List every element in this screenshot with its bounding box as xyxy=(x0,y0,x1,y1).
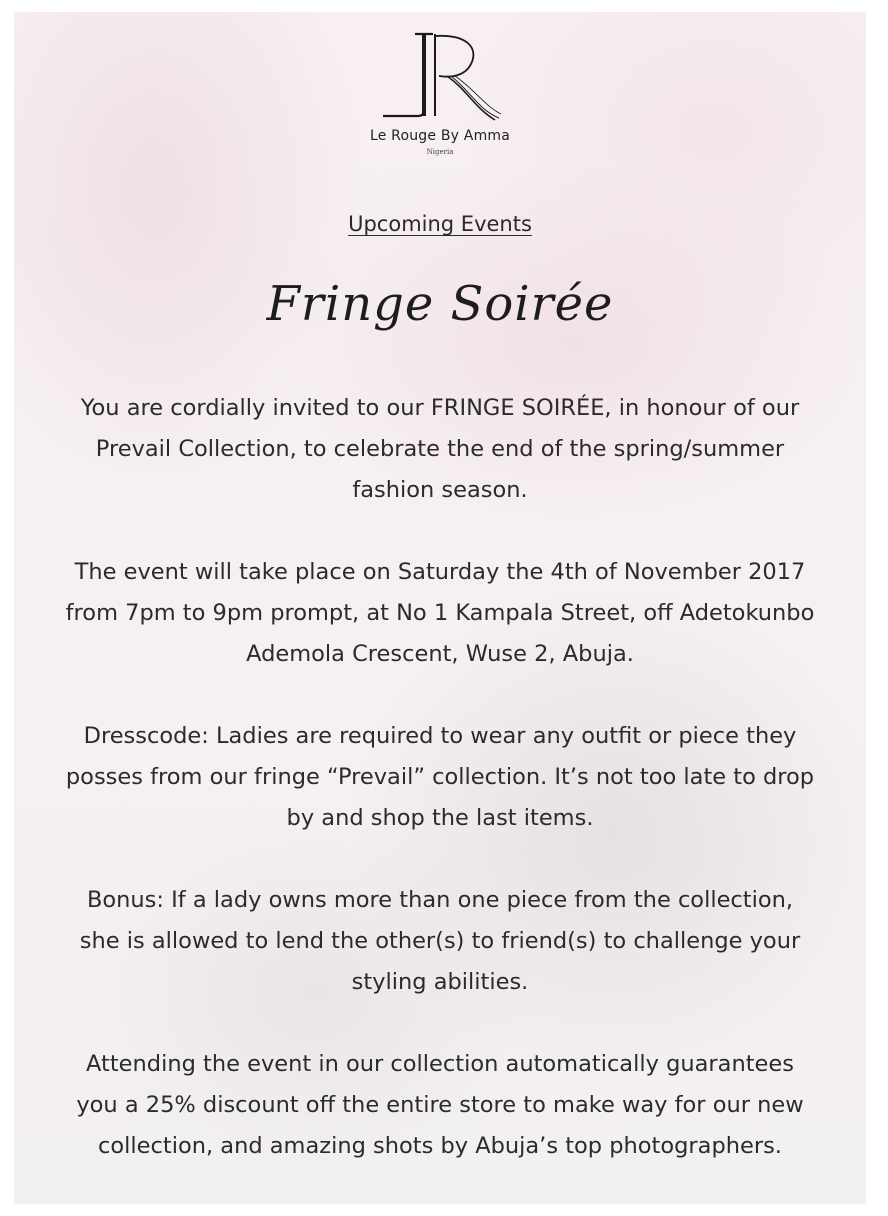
invitation-paragraph: You are cordially invited to our FRINGE SOIRÉE, in honour of our Prevail Collection, to celebrate the end of the spring/summer fashion season. xyxy=(80,395,800,503)
section-title: Upcoming Events xyxy=(348,212,532,236)
brand-logo xyxy=(14,30,866,156)
brand-name: Le Rouge By Amma xyxy=(369,128,511,144)
invitation-card xyxy=(14,12,866,1204)
bonus-paragraph: Bonus: If a lady owns more than one piece from the collection, she is allowed to lend the other(s) to friend(s) to challenge your styling abilities. xyxy=(79,887,801,995)
event-details-paragraph: The event will take place on Saturday the 4th of November 2017 from 7pm to 9pm prompt, at No 1 Kampala Street, off Adetokunbo Ademola Crescent, Wuse 2, Abuja. xyxy=(65,559,815,667)
jr-monogram-logo xyxy=(375,30,505,126)
dresscode-paragraph: Dresscode: Ladies are required to wear any outfit or piece they posses from our fringe “Prevail” collection. It’s not too late to drop by and shop the last items. xyxy=(65,723,815,831)
discount-paragraph: Attending the event in our collection automatically guarantees you a 25% discount off the entire store to make way for our new collection, and amazing shots by Abuja’s top photographers. xyxy=(76,1051,804,1159)
brand-country: Nigeria xyxy=(426,148,454,156)
event-title: Fringe Soirée xyxy=(266,276,614,332)
